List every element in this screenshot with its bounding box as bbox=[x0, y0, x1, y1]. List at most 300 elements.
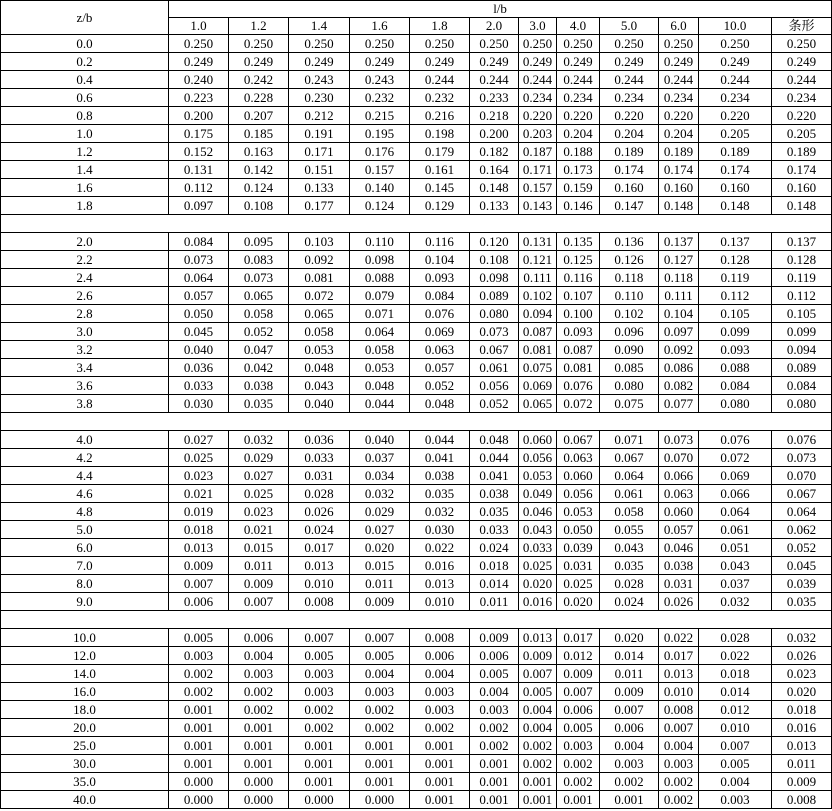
row-label-zb: 12.0 bbox=[1, 647, 169, 665]
row-label-zb: 4.0 bbox=[1, 431, 169, 449]
table-cell: 0.098 bbox=[350, 251, 410, 269]
table-cell: 0.152 bbox=[169, 143, 229, 161]
table-cell: 0.116 bbox=[557, 269, 600, 287]
table-cell: 0.063 bbox=[659, 485, 699, 503]
table-cell: 0.089 bbox=[470, 287, 519, 305]
table-cell: 0.028 bbox=[289, 485, 350, 503]
table-cell: 0.050 bbox=[169, 305, 229, 323]
table-cell: 0.053 bbox=[350, 359, 410, 377]
table-cell: 0.041 bbox=[470, 467, 519, 485]
table-cell: 0.069 bbox=[699, 467, 772, 485]
table-cell: 0.174 bbox=[600, 161, 659, 179]
table-row bbox=[1, 791, 832, 809]
table-cell: 0.009 bbox=[557, 665, 600, 683]
table-row bbox=[1, 269, 832, 287]
table-cell: 0.220 bbox=[699, 107, 772, 125]
table-cell: 0.110 bbox=[600, 287, 659, 305]
table-cell: 0.008 bbox=[289, 593, 350, 611]
table-cell: 0.042 bbox=[229, 359, 289, 377]
group-separator-row bbox=[1, 215, 832, 233]
table-cell: 0.220 bbox=[600, 107, 659, 125]
table-cell: 0.019 bbox=[169, 503, 229, 521]
table-cell: 0.001 bbox=[289, 737, 350, 755]
row-label-zb: 2.2 bbox=[1, 251, 169, 269]
table-cell: 0.006 bbox=[229, 629, 289, 647]
table-cell: 0.031 bbox=[557, 557, 600, 575]
table-cell: 0.011 bbox=[350, 575, 410, 593]
table-cell: 0.200 bbox=[169, 107, 229, 125]
table-cell: 0.017 bbox=[289, 539, 350, 557]
row-label-zb: 2.0 bbox=[1, 233, 169, 251]
table-cell: 0.032 bbox=[699, 593, 772, 611]
table-cell: 0.002 bbox=[557, 755, 600, 773]
table-cell: 0.038 bbox=[470, 485, 519, 503]
table-cell: 0.234 bbox=[772, 89, 832, 107]
table-cell: 0.140 bbox=[350, 179, 410, 197]
table-cell: 0.002 bbox=[470, 737, 519, 755]
table-cell: 0.033 bbox=[519, 539, 557, 557]
table-cell: 0.060 bbox=[557, 467, 600, 485]
table-cell: 0.220 bbox=[772, 107, 832, 125]
table-cell: 0.095 bbox=[229, 233, 289, 251]
table-row bbox=[1, 53, 832, 71]
table-cell: 0.135 bbox=[557, 233, 600, 251]
table-cell: 0.066 bbox=[699, 485, 772, 503]
table-cell: 0.075 bbox=[600, 395, 659, 413]
table-cell: 0.112 bbox=[169, 179, 229, 197]
table-cell: 0.062 bbox=[772, 521, 832, 539]
table-cell: 0.102 bbox=[519, 287, 557, 305]
table-cell: 0.002 bbox=[289, 719, 350, 737]
table-cell: 0.034 bbox=[350, 467, 410, 485]
table-cell: 0.250 bbox=[600, 35, 659, 53]
table-cell: 0.147 bbox=[600, 197, 659, 215]
table-cell: 0.050 bbox=[557, 521, 600, 539]
table-cell: 0.001 bbox=[169, 719, 229, 737]
table-cell: 0.024 bbox=[600, 593, 659, 611]
table-cell: 0.073 bbox=[229, 269, 289, 287]
table-cell: 0.002 bbox=[350, 719, 410, 737]
table-cell: 0.000 bbox=[169, 791, 229, 809]
table-cell: 0.003 bbox=[169, 647, 229, 665]
table-cell: 0.171 bbox=[289, 143, 350, 161]
table-cell: 0.001 bbox=[470, 755, 519, 773]
table-cell: 0.076 bbox=[772, 431, 832, 449]
table-row bbox=[1, 287, 832, 305]
table-cell: 0.003 bbox=[350, 683, 410, 701]
table-cell: 0.024 bbox=[289, 521, 350, 539]
table-cell: 0.006 bbox=[557, 701, 600, 719]
table-cell: 0.189 bbox=[659, 143, 699, 161]
table-cell: 0.244 bbox=[410, 71, 470, 89]
table-cell: 0.003 bbox=[410, 701, 470, 719]
column-header: 1.4 bbox=[289, 18, 350, 35]
row-label-zb: 25.0 bbox=[1, 737, 169, 755]
table-cell: 0.120 bbox=[470, 233, 519, 251]
table-cell: 0.021 bbox=[229, 521, 289, 539]
table-cell: 0.001 bbox=[470, 773, 519, 791]
table-cell: 0.160 bbox=[772, 179, 832, 197]
table-cell: 0.250 bbox=[289, 35, 350, 53]
table-cell: 0.005 bbox=[289, 647, 350, 665]
table-cell: 0.098 bbox=[470, 269, 519, 287]
table-cell: 0.220 bbox=[519, 107, 557, 125]
table-cell: 0.189 bbox=[600, 143, 659, 161]
table-cell: 0.046 bbox=[659, 539, 699, 557]
table-cell: 0.033 bbox=[289, 449, 350, 467]
table-cell: 0.001 bbox=[519, 773, 557, 791]
table-cell: 0.067 bbox=[557, 431, 600, 449]
table-cell: 0.013 bbox=[169, 539, 229, 557]
row-label-zb: 1.8 bbox=[1, 197, 169, 215]
table-cell: 0.076 bbox=[410, 305, 470, 323]
table-cell: 0.164 bbox=[470, 161, 519, 179]
table-cell: 0.002 bbox=[169, 665, 229, 683]
table-cell: 0.081 bbox=[289, 269, 350, 287]
table-cell: 0.045 bbox=[169, 323, 229, 341]
table-cell: 0.001 bbox=[410, 773, 470, 791]
table-cell: 0.234 bbox=[557, 89, 600, 107]
table-cell: 0.249 bbox=[519, 53, 557, 71]
table-cell: 0.060 bbox=[519, 431, 557, 449]
table-cell: 0.043 bbox=[519, 521, 557, 539]
table-cell: 0.066 bbox=[659, 467, 699, 485]
table-cell: 0.104 bbox=[410, 251, 470, 269]
table-cell: 0.203 bbox=[519, 125, 557, 143]
table-cell: 0.133 bbox=[470, 197, 519, 215]
table-cell: 0.064 bbox=[169, 269, 229, 287]
table-cell: 0.048 bbox=[289, 359, 350, 377]
table-cell: 0.249 bbox=[169, 53, 229, 71]
table-row bbox=[1, 197, 832, 215]
table-cell: 0.002 bbox=[659, 773, 699, 791]
table-cell: 0.023 bbox=[169, 467, 229, 485]
table-cell: 0.013 bbox=[519, 629, 557, 647]
table-cell: 0.244 bbox=[699, 71, 772, 89]
table-cell: 0.061 bbox=[699, 521, 772, 539]
table-row bbox=[1, 233, 832, 251]
table-cell: 0.072 bbox=[557, 395, 600, 413]
table-cell: 0.030 bbox=[169, 395, 229, 413]
table-cell: 0.243 bbox=[289, 71, 350, 89]
table-cell: 0.004 bbox=[350, 665, 410, 683]
row-label-zb: 3.2 bbox=[1, 341, 169, 359]
table-cell: 0.012 bbox=[699, 701, 772, 719]
table-cell: 0.008 bbox=[410, 629, 470, 647]
row-label-zb: 0.2 bbox=[1, 53, 169, 71]
table-cell: 0.063 bbox=[410, 341, 470, 359]
table-cell: 0.020 bbox=[350, 539, 410, 557]
table-row bbox=[1, 521, 832, 539]
table-cell: 0.067 bbox=[470, 341, 519, 359]
table-row bbox=[1, 449, 832, 467]
table-cell: 0.018 bbox=[772, 701, 832, 719]
table-cell: 0.048 bbox=[470, 431, 519, 449]
separator-cell bbox=[1, 611, 832, 629]
table-cell: 0.220 bbox=[659, 107, 699, 125]
table-cell: 0.076 bbox=[557, 377, 600, 395]
table-cell: 0.081 bbox=[557, 359, 600, 377]
table-cell: 0.013 bbox=[410, 575, 470, 593]
table-cell: 0.002 bbox=[289, 701, 350, 719]
table-cell: 0.080 bbox=[699, 395, 772, 413]
table-row bbox=[1, 485, 832, 503]
table-cell: 0.001 bbox=[600, 791, 659, 809]
table-cell: 0.244 bbox=[600, 71, 659, 89]
table-row bbox=[1, 467, 832, 485]
column-header: 6.0 bbox=[659, 18, 699, 35]
table-cell: 0.010 bbox=[659, 683, 699, 701]
table-cell: 0.129 bbox=[410, 197, 470, 215]
table-cell: 0.230 bbox=[289, 89, 350, 107]
table-cell: 0.064 bbox=[699, 503, 772, 521]
separator-cell bbox=[1, 215, 832, 233]
table-cell: 0.035 bbox=[772, 593, 832, 611]
table-cell: 0.124 bbox=[229, 179, 289, 197]
table-cell: 0.000 bbox=[289, 791, 350, 809]
table-cell: 0.067 bbox=[772, 485, 832, 503]
table-row bbox=[1, 125, 832, 143]
table-cell: 0.011 bbox=[600, 665, 659, 683]
table-cell: 0.039 bbox=[557, 539, 600, 557]
table-cell: 0.038 bbox=[659, 557, 699, 575]
table-cell: 0.053 bbox=[289, 341, 350, 359]
row-label-zb: 3.0 bbox=[1, 323, 169, 341]
table-row bbox=[1, 575, 832, 593]
table-row bbox=[1, 701, 832, 719]
table-cell: 0.057 bbox=[169, 287, 229, 305]
table-cell: 0.234 bbox=[659, 89, 699, 107]
table-cell: 0.013 bbox=[289, 557, 350, 575]
row-label-zb: 3.6 bbox=[1, 377, 169, 395]
table-cell: 0.004 bbox=[229, 647, 289, 665]
table-cell: 0.053 bbox=[557, 503, 600, 521]
table-cell: 0.069 bbox=[519, 377, 557, 395]
table-cell: 0.023 bbox=[772, 665, 832, 683]
table-cell: 0.161 bbox=[410, 161, 470, 179]
table-cell: 0.189 bbox=[699, 143, 772, 161]
table-cell: 0.045 bbox=[772, 557, 832, 575]
table-cell: 0.174 bbox=[772, 161, 832, 179]
table-cell: 0.016 bbox=[772, 719, 832, 737]
table-cell: 0.159 bbox=[557, 179, 600, 197]
table-cell: 0.044 bbox=[470, 449, 519, 467]
table-cell: 0.212 bbox=[289, 107, 350, 125]
row-label-zb: 1.2 bbox=[1, 143, 169, 161]
table-cell: 0.065 bbox=[289, 305, 350, 323]
table-cell: 0.073 bbox=[772, 449, 832, 467]
table-cell: 0.005 bbox=[557, 719, 600, 737]
table-cell: 0.047 bbox=[229, 341, 289, 359]
table-cell: 0.002 bbox=[470, 719, 519, 737]
table-cell: 0.001 bbox=[470, 791, 519, 809]
table-cell: 0.002 bbox=[659, 791, 699, 809]
table-cell: 0.070 bbox=[772, 467, 832, 485]
table-cell: 0.111 bbox=[519, 269, 557, 287]
table-cell: 0.021 bbox=[169, 485, 229, 503]
table-cell: 0.249 bbox=[659, 53, 699, 71]
table-cell: 0.250 bbox=[470, 35, 519, 53]
table-cell: 0.250 bbox=[169, 35, 229, 53]
table-cell: 0.076 bbox=[699, 431, 772, 449]
table-cell: 0.015 bbox=[350, 557, 410, 575]
table-cell: 0.185 bbox=[229, 125, 289, 143]
table-cell: 0.002 bbox=[557, 773, 600, 791]
table-cell: 0.157 bbox=[350, 161, 410, 179]
table-cell: 0.148 bbox=[699, 197, 772, 215]
table-cell: 0.119 bbox=[699, 269, 772, 287]
table-row bbox=[1, 755, 832, 773]
table-cell: 0.005 bbox=[519, 683, 557, 701]
table-cell: 0.084 bbox=[772, 377, 832, 395]
table-cell: 0.044 bbox=[350, 395, 410, 413]
table-cell: 0.007 bbox=[659, 719, 699, 737]
table-cell: 0.240 bbox=[169, 71, 229, 89]
table-cell: 0.026 bbox=[772, 647, 832, 665]
table-cell: 0.218 bbox=[470, 107, 519, 125]
table-cell: 0.079 bbox=[350, 287, 410, 305]
table-cell: 0.001 bbox=[350, 773, 410, 791]
table-cell: 0.250 bbox=[229, 35, 289, 53]
table-cell: 0.013 bbox=[772, 737, 832, 755]
table-cell: 0.075 bbox=[519, 359, 557, 377]
table-cell: 0.031 bbox=[289, 467, 350, 485]
table-cell: 0.080 bbox=[772, 395, 832, 413]
row-label-zb: 2.8 bbox=[1, 305, 169, 323]
row-label-zb: 6.0 bbox=[1, 539, 169, 557]
row-label-zb: 8.0 bbox=[1, 575, 169, 593]
table-cell: 0.174 bbox=[659, 161, 699, 179]
table-cell: 0.084 bbox=[699, 377, 772, 395]
table-cell: 0.125 bbox=[557, 251, 600, 269]
table-cell: 0.003 bbox=[470, 701, 519, 719]
table-cell: 0.056 bbox=[470, 377, 519, 395]
table-cell: 0.094 bbox=[772, 341, 832, 359]
table-cell: 0.069 bbox=[410, 323, 470, 341]
table-cell: 0.249 bbox=[289, 53, 350, 71]
table-cell: 0.001 bbox=[229, 719, 289, 737]
table-cell: 0.163 bbox=[229, 143, 289, 161]
table-cell: 0.103 bbox=[289, 233, 350, 251]
table-cell: 0.001 bbox=[519, 791, 557, 809]
table-cell: 0.016 bbox=[519, 593, 557, 611]
table-cell: 0.032 bbox=[772, 629, 832, 647]
table-cell: 0.012 bbox=[557, 647, 600, 665]
table-cell: 0.037 bbox=[699, 575, 772, 593]
group-separator-row bbox=[1, 611, 832, 629]
table-cell: 0.003 bbox=[557, 737, 600, 755]
table-cell: 0.052 bbox=[410, 377, 470, 395]
table-cell: 0.232 bbox=[350, 89, 410, 107]
table-cell: 0.173 bbox=[557, 161, 600, 179]
row-label-zb: 16.0 bbox=[1, 683, 169, 701]
table-cell: 0.220 bbox=[557, 107, 600, 125]
table-cell: 0.249 bbox=[600, 53, 659, 71]
table-row bbox=[1, 35, 832, 53]
column-header: 1.8 bbox=[410, 18, 470, 35]
table-row bbox=[1, 593, 832, 611]
table-cell: 0.200 bbox=[470, 125, 519, 143]
table-cell: 0.036 bbox=[169, 359, 229, 377]
table-cell: 0.010 bbox=[699, 719, 772, 737]
table-cell: 0.250 bbox=[659, 35, 699, 53]
table-cell: 0.105 bbox=[699, 305, 772, 323]
table-cell: 0.151 bbox=[289, 161, 350, 179]
table-cell: 0.089 bbox=[772, 359, 832, 377]
table-cell: 0.006 bbox=[600, 719, 659, 737]
table-cell: 0.004 bbox=[699, 773, 772, 791]
table-cell: 0.093 bbox=[557, 323, 600, 341]
table-cell: 0.073 bbox=[470, 323, 519, 341]
column-header: 1.2 bbox=[229, 18, 289, 35]
table-cell: 0.148 bbox=[659, 197, 699, 215]
table-cell: 0.093 bbox=[699, 341, 772, 359]
table-cell: 0.223 bbox=[169, 89, 229, 107]
table-cell: 0.020 bbox=[557, 593, 600, 611]
table-cell: 0.002 bbox=[229, 701, 289, 719]
table-cell: 0.057 bbox=[659, 521, 699, 539]
table-cell: 0.004 bbox=[519, 719, 557, 737]
table-cell: 0.003 bbox=[699, 791, 772, 809]
row-label-zb: 40.0 bbox=[1, 791, 169, 809]
table-cell: 0.118 bbox=[600, 269, 659, 287]
table-cell: 0.065 bbox=[229, 287, 289, 305]
table-cell: 0.002 bbox=[410, 719, 470, 737]
row-label-zb: 7.0 bbox=[1, 557, 169, 575]
table-cell: 0.234 bbox=[519, 89, 557, 107]
table-cell: 0.097 bbox=[659, 323, 699, 341]
table-cell: 0.131 bbox=[169, 161, 229, 179]
row-label-zb: 3.4 bbox=[1, 359, 169, 377]
table-cell: 0.002 bbox=[229, 683, 289, 701]
table-cell: 0.007 bbox=[557, 683, 600, 701]
table-cell: 0.036 bbox=[289, 431, 350, 449]
table-cell: 0.087 bbox=[557, 341, 600, 359]
table-cell: 0.146 bbox=[557, 197, 600, 215]
table-cell: 0.232 bbox=[410, 89, 470, 107]
table-cell: 0.234 bbox=[699, 89, 772, 107]
table-cell: 0.086 bbox=[659, 359, 699, 377]
table-cell: 0.242 bbox=[229, 71, 289, 89]
row-label-zb: 5.0 bbox=[1, 521, 169, 539]
table-cell: 0.249 bbox=[410, 53, 470, 71]
table-cell: 0.092 bbox=[289, 251, 350, 269]
table-cell: 0.077 bbox=[659, 395, 699, 413]
table-cell: 0.027 bbox=[169, 431, 229, 449]
table-cell: 0.023 bbox=[229, 503, 289, 521]
table-cell: 0.000 bbox=[229, 773, 289, 791]
table-cell: 0.007 bbox=[229, 593, 289, 611]
table-cell: 0.002 bbox=[519, 755, 557, 773]
table-cell: 0.007 bbox=[169, 575, 229, 593]
table-cell: 0.072 bbox=[289, 287, 350, 305]
table-cell: 0.027 bbox=[350, 521, 410, 539]
table-cell: 0.148 bbox=[772, 197, 832, 215]
table-cell: 0.055 bbox=[600, 521, 659, 539]
table-cell: 0.014 bbox=[699, 683, 772, 701]
table-cell: 0.001 bbox=[289, 755, 350, 773]
row-label-zb: 3.8 bbox=[1, 395, 169, 413]
table-cell: 0.038 bbox=[229, 377, 289, 395]
table-cell: 0.204 bbox=[557, 125, 600, 143]
table-cell: 0.088 bbox=[699, 359, 772, 377]
table-cell: 0.137 bbox=[699, 233, 772, 251]
column-header: 4.0 bbox=[557, 18, 600, 35]
table-row bbox=[1, 503, 832, 521]
table-cell: 0.126 bbox=[600, 251, 659, 269]
column-header: 2.0 bbox=[470, 18, 519, 35]
table-cell: 0.044 bbox=[410, 431, 470, 449]
